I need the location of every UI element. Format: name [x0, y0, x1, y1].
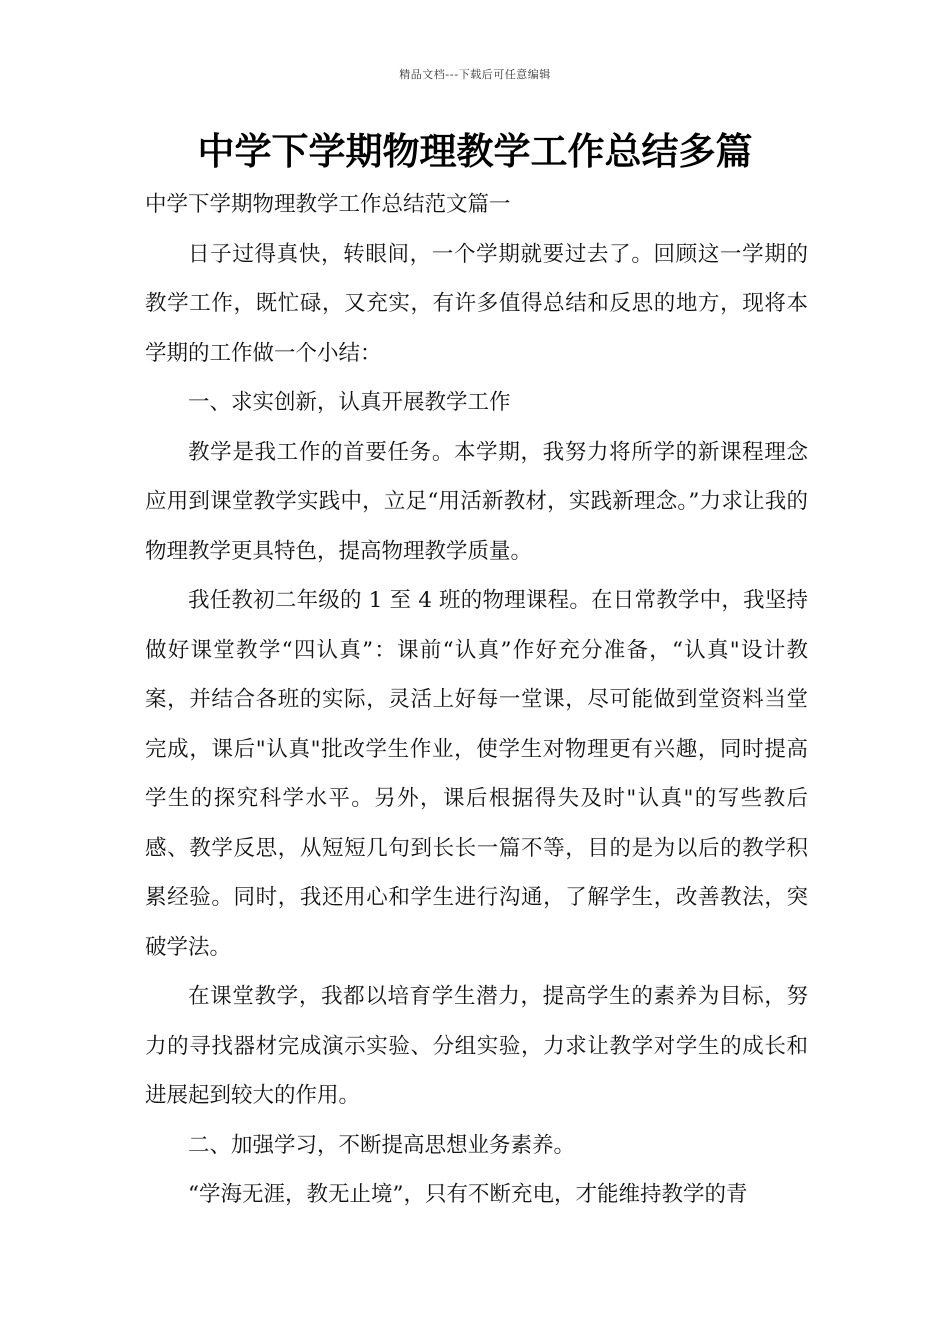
paragraph: 我任教初二年级的 1 至 4 班的物理课程。在日常教学中，我坚持做好课堂教学“四认真”：课前“认真”作好充分准备，“认真"设计教案，并结合各班的实际，灵活上好每一堂课，尽可能做到堂资料当堂完成，课后"认真"批改学生作业，使学生对物理更有兴趣，同时提高学生的探究科学水平。另外，课后根据得失及时"认真"的写些教后感、教学反思，从短短几句到长长一篇不等，目的是为以后的教学积累经验。同时，我还用心和学生进行沟通，了解学生，改善教法，突破学法。: [145, 588, 808, 960]
paragraph: “学海无涯，教无止境”，只有不断充电，才能维持教学的青: [188, 1182, 748, 1207]
paragraph: 在课堂教学，我都以培育学生潜力，提高学生的素养为目标，努力的寻找器材完成演示实验、分组实验，力求让教学对学生的成长和进展起到较大的作用。: [145, 984, 808, 1108]
section-heading: 一、求实创新，认真开展教学工作: [188, 390, 511, 415]
header-note: 精品文档---下载后可任意编辑: [399, 68, 551, 81]
section-heading: 二、加强学习，不断提高思想业务素养。: [188, 1132, 576, 1158]
document-title: 中学下学期物理教学工作总结多篇: [197, 130, 753, 173]
paragraph: 日子过得真快，转眼间，一个学期就要过去了。回顾这一学期的教学工作，既忙碌，又充实，有许多值得总结和反思的地方，现将本学期的工作做一个小结：: [145, 241, 808, 366]
paragraph: 教学是我工作的首要任务。本学期，我努力将所学的新课程理念应用到课堂教学实践中，立足“用活新教材，实践新理念。”力求让我的物理教学更具特色，提高物理教学质量。: [145, 439, 808, 564]
document-body: [145, 180, 808, 1220]
section-subtitle: 中学下学期物理教学工作总结范文篇一: [145, 192, 511, 217]
